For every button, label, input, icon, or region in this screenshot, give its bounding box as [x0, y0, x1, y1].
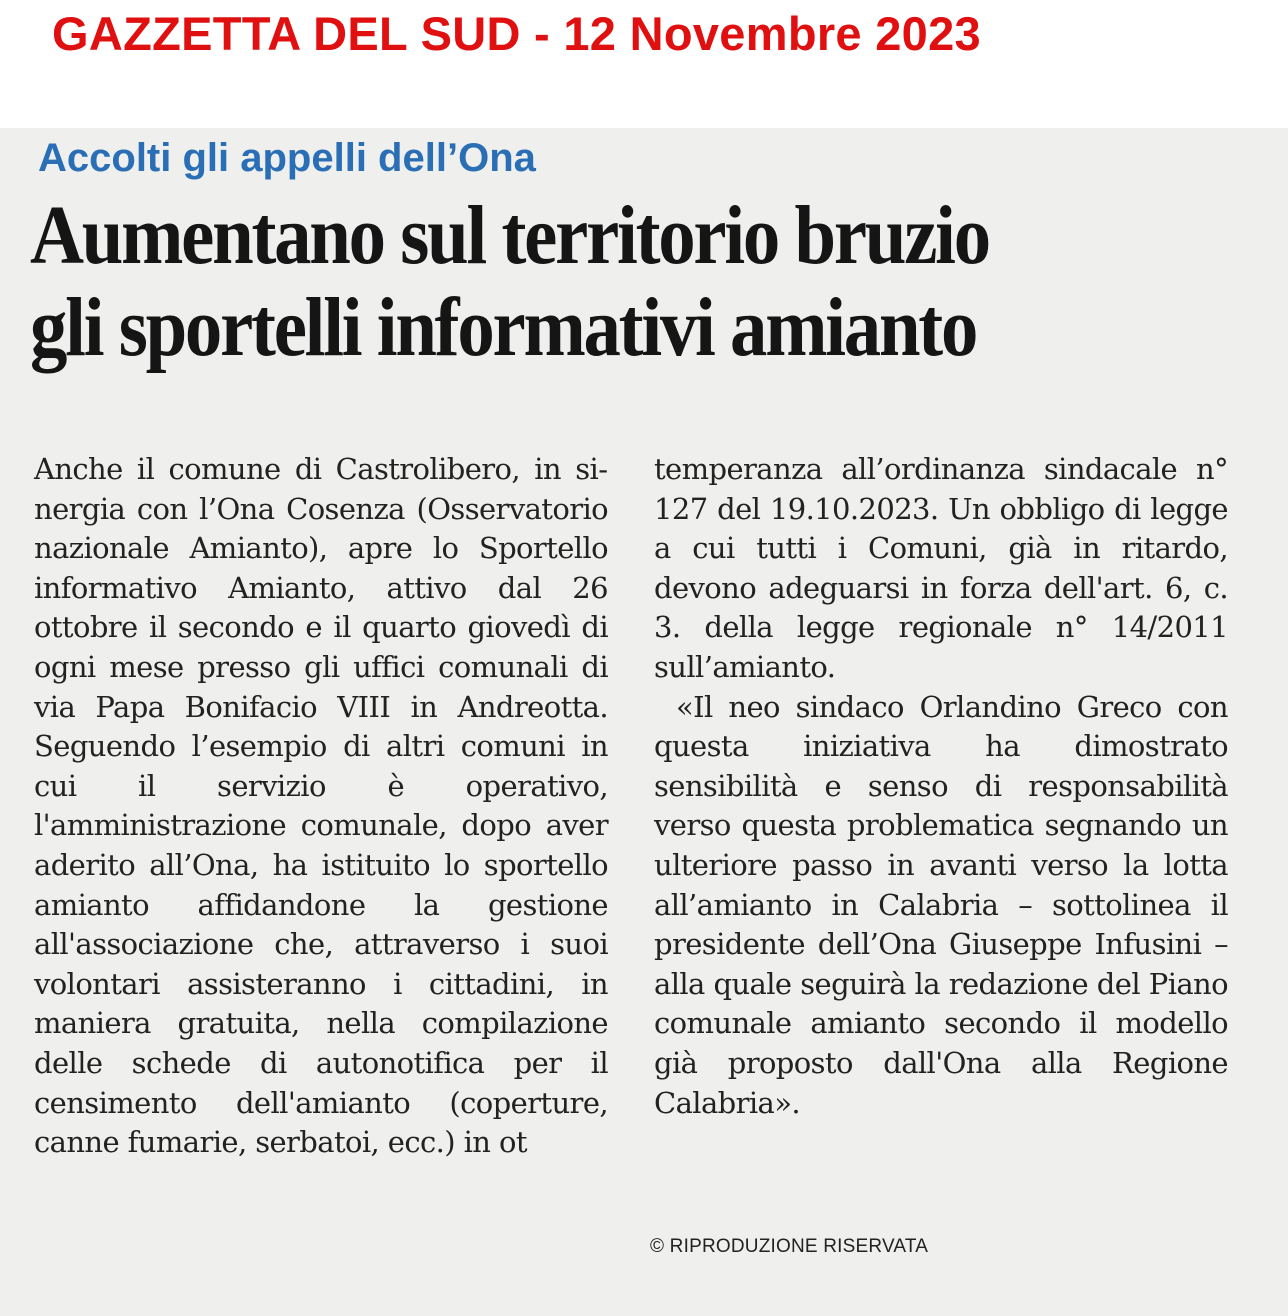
newspaper-source-title: GAZZETTA DEL SUD - 12 Novembre 2023	[52, 7, 981, 60]
article-kicker: Accolti gli appelli dell’Ona	[38, 136, 536, 180]
right-column-paragraph-2: «Il neo sindaco Orlandino Greco con questa iniziativa ha dimostrato sensibilità e senso di responsabilità verso questa problematica segnando un ulteriore passo in avanti verso la lotta all’amianto in Calabria – sottolinea il presidente dell’Ona Giuseppe Infusini – alla quale seguirà la redazione del Piano comunale amianto secondo il modello già proposto dall'Ona alla Regione Calabria».	[654, 689, 1228, 1120]
copyright-notice: © RIPRODUZIONE RISERVATA	[650, 1236, 929, 1257]
article-headline	[30, 190, 1116, 374]
newspaper-clipping	[0, 128, 1288, 1316]
headline-line-1: Aumentano sul territorio bruzio	[30, 189, 989, 282]
headline-line-2: gli sportelli informativi amianto	[30, 281, 977, 374]
article-column-left	[34, 450, 608, 1163]
article-column-right	[654, 450, 1228, 1123]
right-column-paragraph-1: temperanza all’ordinanza sindacale n° 127 del 19.10.2023. Un obbligo di legge a cui tutti i Comuni, già in ritardo, devono adeguarsi in forza dell'art. 6, c. 3. della legge regionale n° 14/2011 sull’amianto.	[654, 452, 1228, 684]
left-column-text: Anche il comune di Castrolibero, in sinergia con l’Ona Cosenza (Osservatorio nazionale Amianto), apre lo Sportello informativo Amianto, attivo dal 26 ottobre il secondo e il quarto giovedì di ogni mese presso gli uffici comunali di via Papa Bonifacio VIII in Andreotta. Seguendo l’esempio di altri comuni in cui il servizio è operativo, l'amministrazione comunale, dopo aver aderito all’Ona, ha istituito lo sportello amianto affidandone la gestione all'associazione che, attraverso i suoi volontari assisteranno i cittadini, in maniera gratuita, nella compilazione delle schede di autonotifica per il censimento dell'amianto (coperture, canne fumarie, serbatoi, ecc.) in ot	[34, 452, 608, 1160]
source-banner	[0, 0, 1288, 128]
